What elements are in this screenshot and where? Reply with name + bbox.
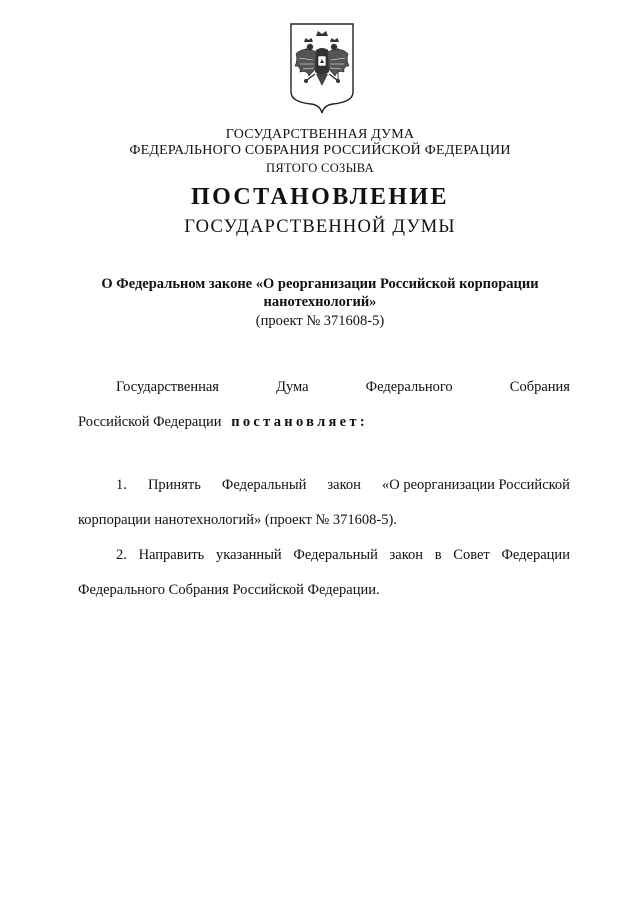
- item-1-line-2: корпорации нанотехнологий» (проект № 371608-5).: [78, 512, 397, 528]
- institution-line-2: ФЕДЕРАЛЬНОГО СОБРАНИЯ РОССИЙСКОЙ ФЕДЕРАЦИИ: [129, 143, 511, 158]
- item-word: 1.: [116, 477, 127, 493]
- subject-line-2: нанотехнологий»: [263, 294, 377, 310]
- document-title: ПОСТАНОВЛЕНИЕ: [191, 184, 449, 210]
- preamble-line-2: [78, 414, 368, 431]
- preamble-word: Государственная: [116, 379, 219, 395]
- preamble-word: Федерального: [365, 379, 453, 395]
- coat-of-arms-icon: [289, 22, 355, 114]
- item-word: Федеральный: [221, 477, 307, 493]
- item-word: 2.: [116, 547, 127, 563]
- preamble-word: Дума: [276, 379, 309, 395]
- document-subtitle: ГОСУДАРСТВЕННОЙ ДУМЫ: [184, 217, 456, 237]
- item-word: в: [434, 547, 442, 563]
- item-word: Федерации: [501, 547, 570, 563]
- item-word: указанный: [216, 547, 282, 563]
- item-word: Федеральный: [293, 547, 378, 563]
- project-reference: (проект № 371608-5): [255, 313, 385, 329]
- preamble-word: Собрания: [509, 379, 570, 395]
- item-word: закон: [327, 477, 361, 493]
- item-word: закон: [389, 547, 424, 563]
- decision-word: постановляет:: [231, 414, 368, 430]
- institution-line-1: ГОСУДАРСТВЕННАЯ ДУМА: [225, 127, 415, 142]
- item-2-line-2: Федерального Собрания Российской Федерации.: [78, 582, 380, 598]
- item-word: Совет: [453, 547, 490, 563]
- item-2-line-1: [116, 547, 570, 564]
- item-word: Направить: [138, 547, 205, 563]
- convocation: ПЯТОГО СОЗЫВА: [266, 161, 374, 175]
- item-word: «О реорганизации Российской: [381, 477, 570, 493]
- item-word: Принять: [147, 477, 201, 493]
- preamble-subject: Российской Федерации: [78, 414, 222, 430]
- item-1-line-1: [116, 477, 570, 494]
- preamble-line-1: [116, 379, 570, 396]
- subject-line-1: О Федеральном законе «О реорганизации Российской корпорации: [101, 276, 539, 292]
